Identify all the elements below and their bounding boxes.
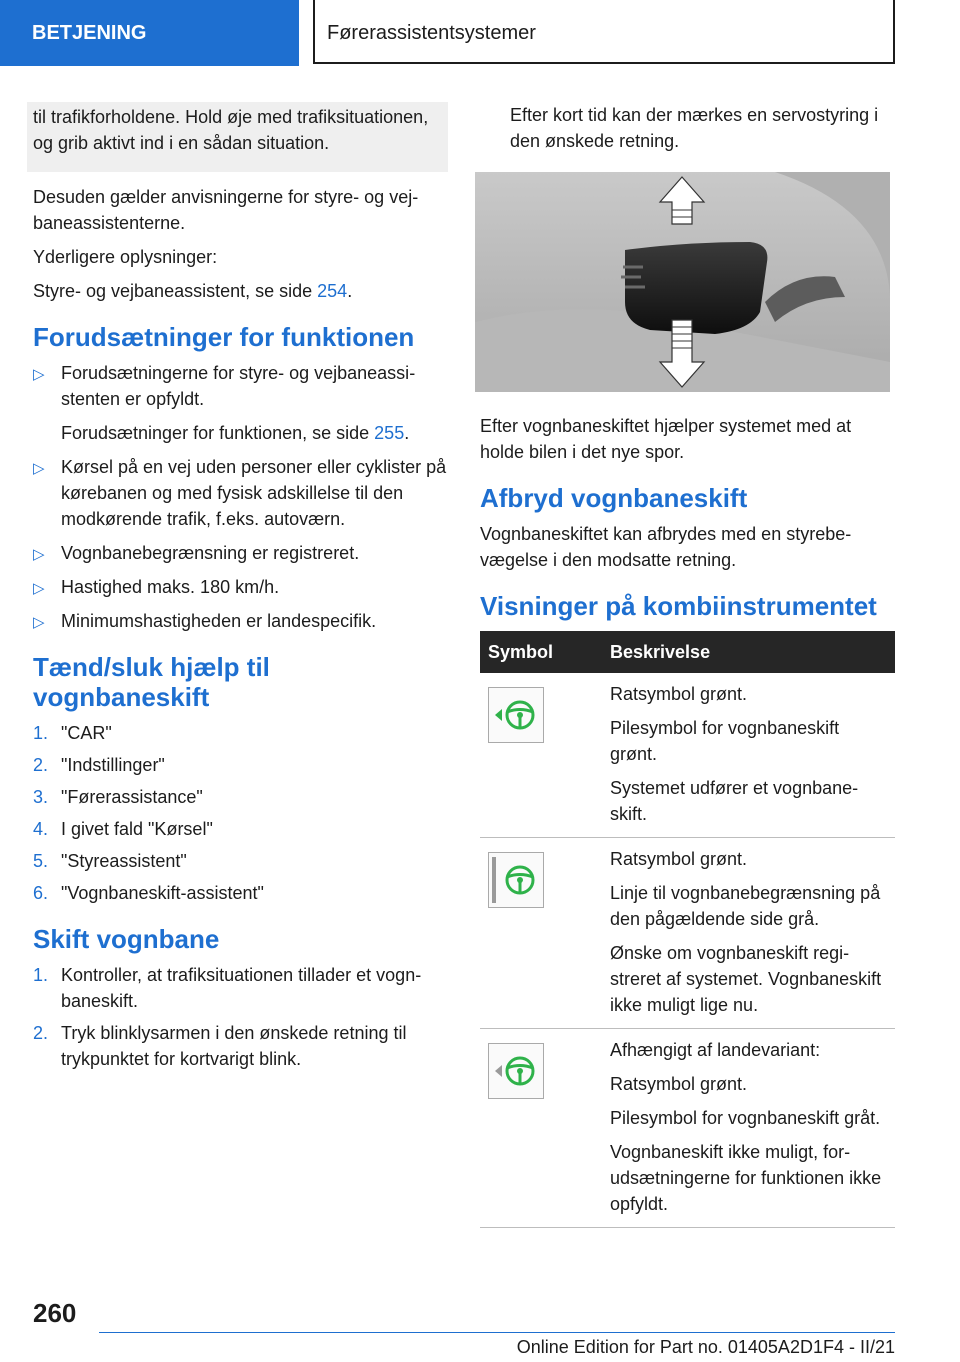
steering-wheel-green-arrow-icon (488, 687, 544, 743)
symbol-cell (480, 1029, 602, 1228)
toggle-steps (33, 720, 448, 906)
heading-abort: Afbryd vognbaneskift (480, 483, 748, 513)
table-row (480, 1029, 895, 1228)
bullet-triangle-icon: ▷ (33, 546, 45, 563)
symbol-table (480, 631, 895, 1228)
warning-box (27, 102, 448, 172)
list-item: ▷ Vognbanebegrænsning er registreret. (33, 540, 448, 566)
section-tab: BETJENING (0, 0, 299, 66)
bullet-triangle-icon: ▷ (33, 580, 45, 597)
paragraph: Efter vognbaneskiftet hjælper systemet med at holde bilen i det nye spor. (480, 416, 852, 462)
paragraph: Efter kort tid kan der mærkes en servostyring i den ønskede retning. (510, 105, 879, 151)
heading-prerequisites: Forudsætninger for funktionen (33, 322, 415, 352)
chapter-title: Førerassistentsystemer (313, 0, 895, 64)
paragraph: Desuden gælder anvisningerne for styre- og vejbaneassistenterne. (33, 187, 419, 233)
edition-footer: Online Edition for Part no. 01405A2D1F4 - II/21 (516, 1337, 895, 1357)
paragraph: Yderligere oplysninger: (33, 247, 218, 267)
step-item: 3. "Førerassistance" (33, 787, 203, 807)
step-item: 2. Tryk blinklysarmen i den ønskede retning til trykpunktet for kortvarigt blink. (33, 1023, 407, 1069)
table-header-row (480, 631, 895, 673)
description-cell: Ratsymbol grønt. Linje til vognbanebegrænsning på den pågældende side grå. Ønske om vognbaneskift registreret af systemet. Vognbaneskift ikke muligt lige nu. (602, 838, 895, 1029)
list-item: ▷ Hastighed maks. 180 km/h. (33, 574, 448, 600)
heading-change-lane: Skift vognbane (33, 924, 220, 954)
sub-reference: Forudsætninger for funktionen, se side 255. (61, 423, 410, 443)
list-item: ▷ Forudsætningerne for styre- og vejbaneassistenten er opfyldt. Forudsætninger for funktionen, se side 255. (33, 360, 448, 446)
description-cell: Ratsymbol grønt. Pilesymbol for vognbaneskift grønt. Systemet udfører et vognbaneskift. (602, 673, 895, 838)
paragraph: Vognbaneskiftet kan afbrydes med en styrebevægelse i den modsatte retning. (480, 524, 852, 570)
page-link-255[interactable]: 255 (374, 423, 405, 443)
change-lane-steps (33, 962, 448, 1072)
left-column (33, 102, 448, 1078)
right-column (480, 102, 895, 1228)
footer-divider (99, 1332, 895, 1333)
heading-toggle: Tænd/sluk hjælp til vognbaneskift (33, 652, 270, 712)
bullet-triangle-icon: ▷ (33, 460, 45, 477)
page-number: 260 (33, 1298, 77, 1328)
warning-text: til trafikforholdene. Hold øje med trafiksituationen, og grib aktivt ind i en sådan situation. (33, 107, 429, 153)
symbol-cell (480, 838, 602, 1029)
paragraph-with-link: Styre- og vejbaneassistent, se side 254. (33, 281, 353, 301)
list-item: ▷ Kørsel på en vej uden personer eller cyklister på kørebanen og med fysisk adskillelse til den modkørende trafik, f.eks. autoværn. (33, 457, 447, 529)
column-header-description: Beskrivelse (602, 631, 895, 673)
step-item: 1. "CAR" (33, 723, 112, 743)
step-item: 1. Kontroller, at trafiksituationen tillader et vognbaneskift. (33, 965, 422, 1011)
step-item: 4. I givet fald "Kørsel" (33, 819, 213, 839)
turn-signal-lever-illustration (475, 172, 890, 392)
column-header-symbol: Symbol (480, 631, 602, 673)
step-item: 6. "Vognbaneskift-assistent" (33, 883, 264, 903)
steering-wheel-green-lane-line-icon (488, 852, 544, 908)
list-item: ▷ Minimumshastigheden er landespecifik. (33, 608, 448, 634)
table-row (480, 673, 895, 838)
page-link-254[interactable]: 254 (317, 281, 348, 301)
prerequisites-list (33, 360, 448, 634)
bullet-triangle-icon: ▷ (33, 614, 45, 631)
step-item: 5. "Styreassistent" (33, 851, 187, 871)
table-row (480, 838, 895, 1029)
steering-wheel-green-grey-arrow-icon (488, 1043, 544, 1099)
heading-display: Visninger på kombiinstrumentet (480, 591, 877, 621)
step-item: 2. "Indstillinger" (33, 755, 165, 775)
symbol-cell (480, 673, 602, 838)
bullet-triangle-icon: ▷ (33, 366, 45, 383)
description-cell: Afhængigt af landevariant: Ratsymbol grønt. Pilesymbol for vognbaneskift gråt. Vognbaneskift ikke muligt, forudsætningerne for funktionen ikke opfyldt. (602, 1029, 895, 1228)
